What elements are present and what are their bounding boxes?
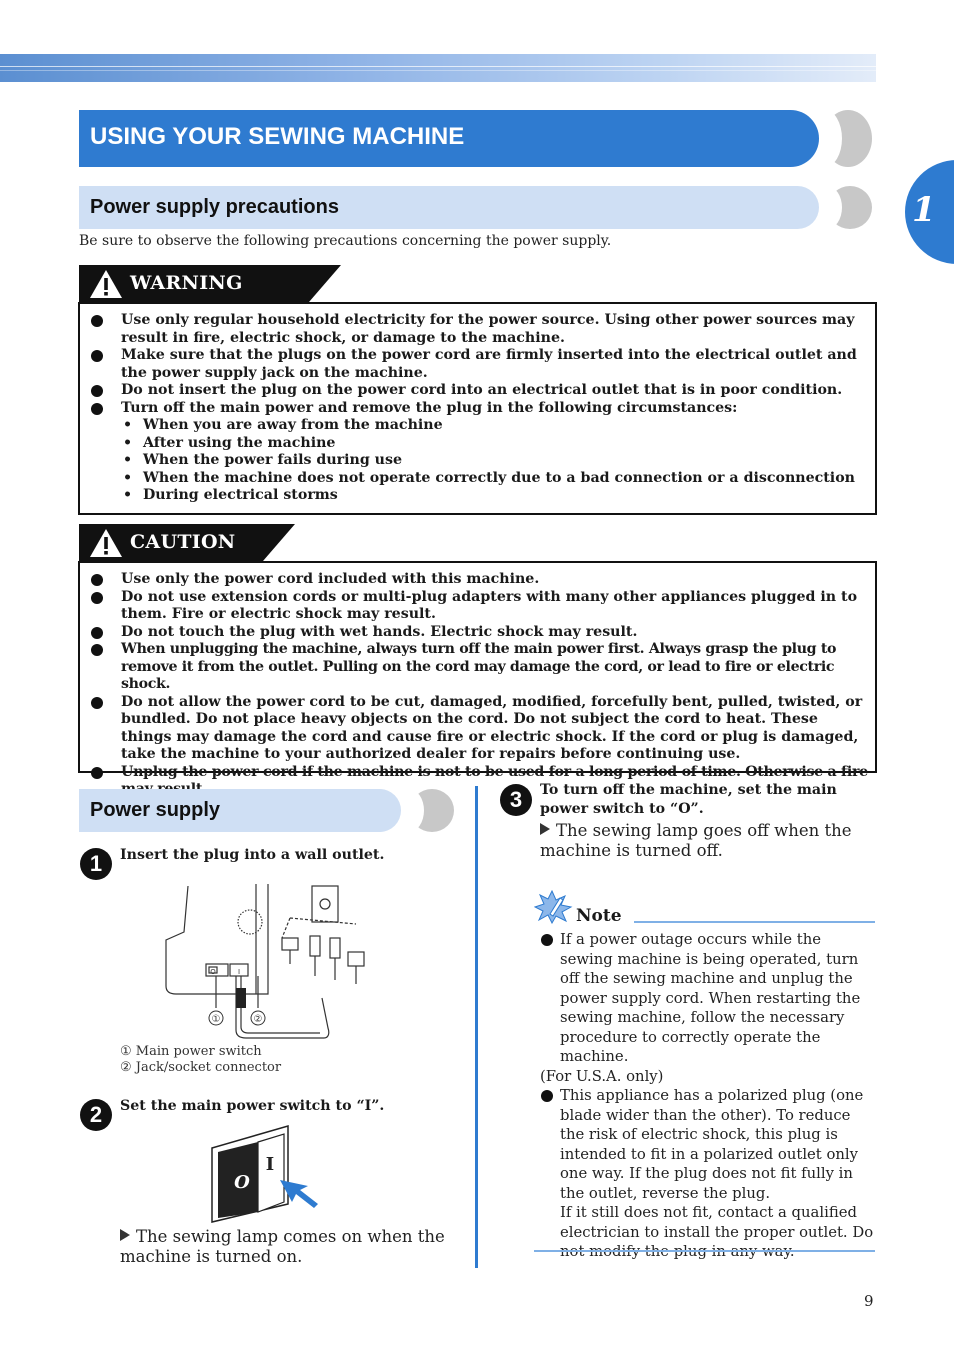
note-list-2 (540, 1086, 876, 1262)
step-2-number: 2 (80, 1099, 112, 1131)
precautions-intro: Be sure to observe the following precautions concerning the power supply. (79, 233, 612, 249)
figure-legend-1: ① Main power switch (120, 1044, 262, 1059)
switch-off-mark: O (234, 1172, 250, 1193)
list-item: Do not touch the plug with wet hands. Electric shock may result. (89, 624, 869, 642)
step-3-text: To turn off the machine, set the main power switch to “O”. (540, 782, 837, 817)
sub-list-item: • When the machine does not operate correctly due to a bad connection or a disconnection (123, 469, 855, 486)
caution-tab-slant (263, 524, 295, 561)
list-item: Make sure that the plugs on the power cord are firmly inserted into the electrical outlet and the power supply jack on the machine. (89, 347, 864, 382)
warning-list (89, 312, 864, 505)
section-title: USING YOUR SEWING MACHINE (90, 123, 465, 150)
result-arrow-icon (540, 823, 550, 835)
chapter-number: 1 (912, 190, 936, 230)
note-top-rule (634, 921, 875, 923)
list-item: Turn off the main power and remove the plug in the following circumstances: (89, 400, 864, 418)
callout-2: ② (253, 1014, 263, 1025)
list-item: Do not use extension cords or multi-plug adapters with many other appliances plugged in to them. Fire or electric shock may result. (89, 589, 869, 624)
list-item: Do not insert the plug on the power cord into an electrical outlet that is in poor condition. (89, 382, 864, 400)
note-list (540, 930, 876, 1067)
step-1-text: Insert the plug into a wall outlet. (120, 847, 385, 863)
page-number: 9 (864, 1292, 874, 1310)
note-bottom-rule (534, 1250, 875, 1252)
caution-icon (88, 527, 124, 559)
note-item: This appliance has a polarized plug (one blade wider than the other). To reduce the risk of electric shock, this plug is intended to fit in a polarized outlet only one way. If the plug does not fit fully in the outlet, reverse the plug. If it still does not fit, contact a qualified electrician to install the proper outlet. Do (540, 1086, 876, 1262)
sub-list-item: • After using the machine (123, 434, 336, 451)
sub-list-item: • During electrical storms (123, 487, 338, 503)
column-divider (475, 786, 478, 1268)
warning-tab-slant (309, 265, 341, 302)
figure-legend-2: ② Jack/socket connector (120, 1060, 282, 1075)
sub-list-item: • When the power fails during use (123, 452, 403, 468)
warning-icon (88, 268, 124, 300)
power-switch-illustration (208, 1124, 324, 1224)
plug-illustration (160, 880, 380, 1040)
figure-switch-on-mark: I (237, 968, 241, 976)
power-supply-title: Power supply (90, 799, 221, 821)
sub-list-item: • When you are away from the machine (123, 417, 443, 433)
step-3-number: 3 (500, 784, 532, 816)
note-icon (534, 890, 574, 924)
precautions-title: Power supply precautions (90, 196, 339, 218)
note-region: (For U.S.A. only) (540, 1067, 664, 1085)
step-2-result: The sewing lamp comes on when the machine is turned on. (120, 1227, 445, 1266)
note-item: If a power outage occurs while the sewing machine is being operated, turn off the sewing machine and unplug the power supply cord. When restarting the sewing machine, follow the necessary procedure to correctly operate the machine. (540, 930, 876, 1067)
callout-1: ① (211, 1014, 221, 1025)
switch-on-mark: I (265, 1154, 275, 1175)
step-3-result: The sewing lamp goes off when the machine is turned off. (540, 821, 852, 860)
step-1-number: 1 (80, 848, 112, 880)
header-band (0, 54, 876, 82)
note-title: Note (576, 906, 622, 926)
caution-label: CAUTION (130, 531, 236, 553)
result-arrow-icon (120, 1229, 130, 1241)
list-item: When unplugging the machine, always turn off the main power first. Always grasp the plug to remove it from the outlet. Pulling on the cord may damage the cord, or lead to fire or electric shock. (89, 641, 869, 694)
list-item: Use only regular household electricity for the power source. Using other power sources may result in fire, electric shock, or damage to the machine. (89, 312, 864, 347)
list-item: Use only the power cord included with this machine. (89, 571, 869, 589)
figure-switch-off-mark: O (210, 968, 216, 976)
note-body (540, 930, 876, 1262)
caution-list (89, 571, 869, 799)
warning-label: WARNING (130, 272, 243, 294)
list-item: Unplug the power cord if the machine is not to be used for a long period of time. Otherwise a fire (89, 764, 869, 799)
list-item: Do not allow the power cord to be cut, damaged, modified, forcefully bent, pulled, twisted, or bundled. Do not place heavy objects on the cord. Do not subject the cord to heat. These things may damage the cord and cause fire or electric shock. If the cord or plug is damaged, take the machine to your authorized dealer for repairs before continuing use. (89, 694, 869, 764)
step-2-text: Set the main power switch to “I”. (120, 1098, 385, 1114)
